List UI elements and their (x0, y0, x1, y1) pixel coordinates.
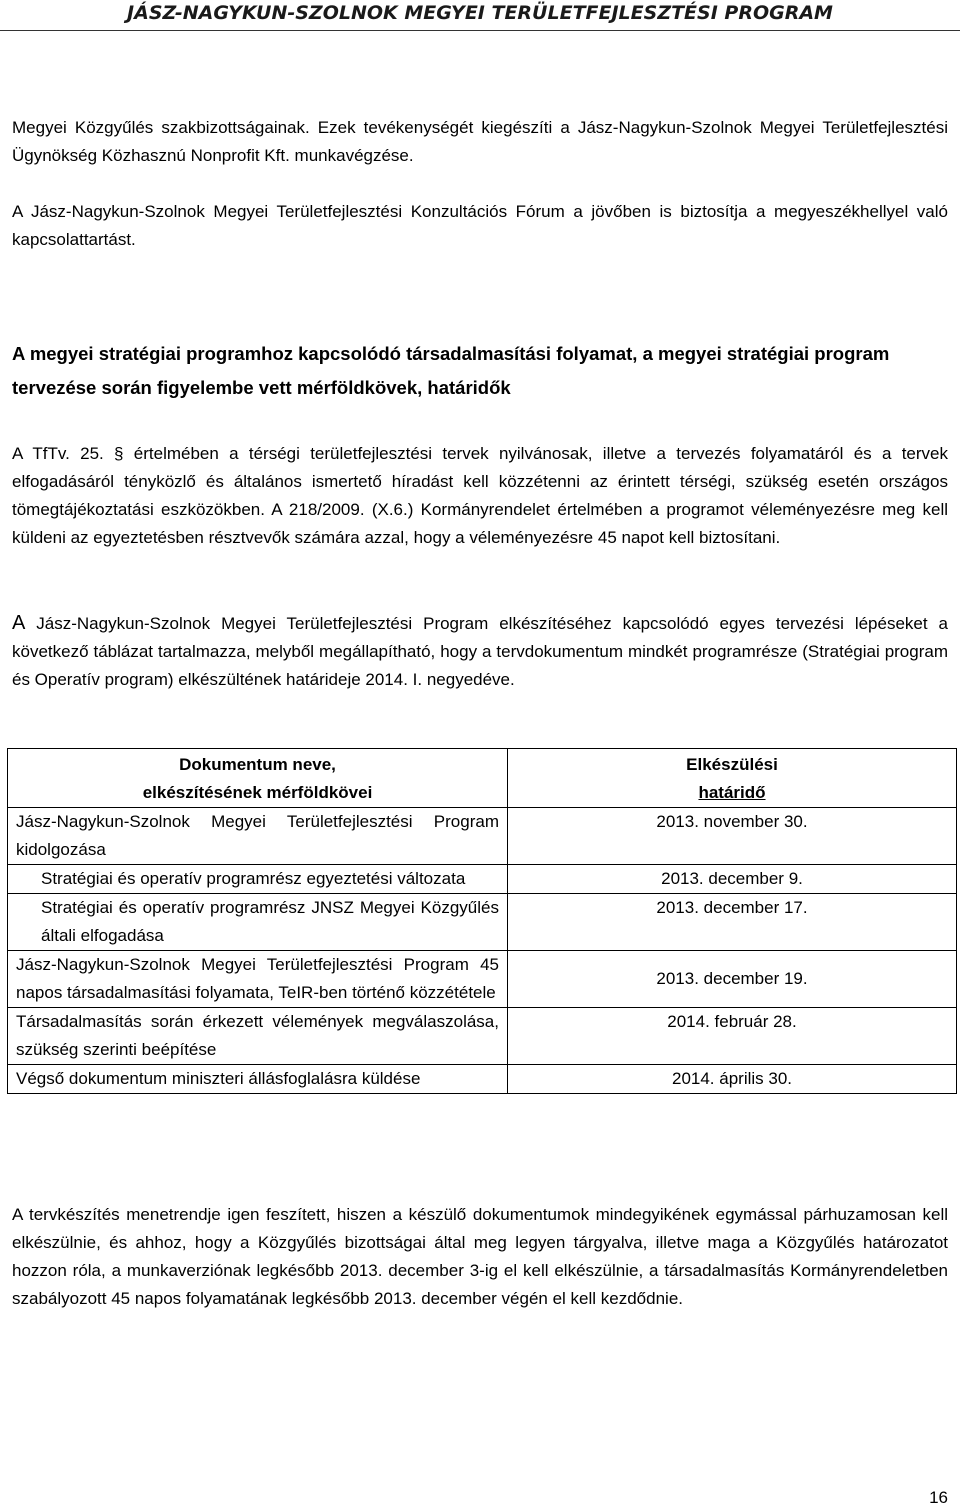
section-heading-text: A megyei stratégiai programhoz kapcsolódó társadalmasítási folyamat, a megyei stratégiai program tervezése során figyelembe vett mérföldkövek, határidők (12, 343, 890, 398)
table-header-name-line1: Dokumentum neve, (179, 755, 336, 774)
paragraph-2 (12, 198, 948, 254)
milestone-deadline: 2014. február 28. (508, 1008, 957, 1065)
milestone-name: Stratégiai és operatív programrész JNSZ Megyei Közgyűlés általi elfogadása (8, 894, 508, 951)
paragraph-2-text: A Jász-Nagykun-Szolnok Megyei Területfejlesztési Konzultációs Fórum a jövőben is biztosítja a megyeszékhellyel való kapcsolattartást. (12, 202, 948, 249)
page-number: 16 (929, 1488, 948, 1507)
table-row (8, 865, 957, 894)
milestone-deadline: 2013. december 9. (508, 865, 957, 894)
milestone-deadline: 2013. november 30. (508, 808, 957, 865)
table-row (8, 1008, 957, 1065)
table-row (8, 951, 957, 1008)
table-header-deadline (508, 749, 957, 808)
milestone-name: Stratégiai és operatív programrész egyeztetési változata (8, 865, 508, 894)
milestone-deadline: 2014. április 30. (508, 1065, 957, 1094)
table-row (8, 894, 957, 951)
paragraph-5 (12, 1201, 948, 1313)
paragraph-4-first-letter: A (12, 612, 26, 634)
paragraph-5-text: A tervkészítés menetrendje igen feszített, hiszen a készülő dokumentumok mindegyikének egymással párhuzamosan kell elkészülnie, és ahhoz, hogy a Közgyűlés bizottságai által meg legyen tárgyalva, illetve maga a Közgyűlés határozatot hozzon róla, a munkaverziónak legkésőbb 2013. december 3-ig el kell elkészülnie, a társadalmasítás Kormányrendeletben szabályozott 45 napos folyamatának legkésőbb 2013. december végén el kell kezdődnie. (12, 1205, 948, 1308)
paragraph-1 (12, 114, 948, 170)
milestone-name: Társadalmasítás során érkezett vélemények megválaszolása, szükség szerinti beépítése (8, 1008, 508, 1065)
milestone-name: Végső dokumentum miniszteri állásfoglalásra küldése (8, 1065, 508, 1094)
table-header-deadline-line2: határidő (698, 783, 766, 802)
paragraph-3 (12, 440, 948, 552)
paragraph-1-text: Megyei Közgyűlés szakbizottságainak. Ezek tevékenységét kiegészíti a Jász-Nagykun-Szolnok Megyei Területfejlesztési Ügynökség Közhasznú Nonprofit Kft. munkavégzése. (12, 118, 948, 165)
section-heading (12, 337, 948, 405)
paragraph-3-text: A TfTv. 25. § értelmében a térségi területfejlesztési tervek nyilvánosak, illetve a tervezés folyamatáról és a tervek elfogadásáról tényközlő és általános ismertető híradást kell közzétenni az érintett térségi, szükség esetén országos tömegtájékoztatási eszközökben. A 218/2009. (X.6.) Kormányrendelet értelmében a programot véleményezésre meg kell küldeni az egyeztetésben résztvevők számára azzal, hogy a véleményezésre 45 napot kell biztosítani. (12, 444, 948, 547)
table-row (8, 1065, 957, 1094)
table-header-row (8, 749, 957, 808)
paragraph-4-text (12, 609, 948, 694)
milestones-table (7, 748, 957, 1094)
milestone-deadline: 2013. december 17. (508, 894, 957, 951)
paragraph-4-rest: Jász-Nagykun-Szolnok Megyei Területfejlesztési Program elkészítéséhez kapcsolódó egyes tervezési lépéseket a következő táblázat tartalmazza, melyből megállapítható, hogy a tervdokumentum mindkét programrésze (Stratégiai program és Operatív program) elkészültének határideje 2014. I. negyedéve. (12, 614, 948, 689)
table-header-name (8, 749, 508, 808)
header-title: JÁSZ-NAGYKUN-SZOLNOK MEGYEI TERÜLETFEJLESZTÉSI PROGRAM (127, 2, 833, 24)
table-header-deadline-line1: Elkészülési (686, 755, 778, 774)
paragraph-4 (12, 609, 948, 694)
milestone-deadline: 2013. december 19. (508, 951, 957, 1008)
milestone-name: Jász-Nagykun-Szolnok Megyei Területfejlesztési Program 45 napos társadalmasítási folyamata, TeIR-ben történő közzététele (8, 951, 508, 1008)
milestone-name: Jász-Nagykun-Szolnok Megyei Területfejlesztési Program kidolgozása (8, 808, 508, 865)
page-header (0, 0, 960, 31)
table-header-name-line2: elkészítésének mérföldkövei (142, 783, 373, 802)
table-row (8, 808, 957, 865)
